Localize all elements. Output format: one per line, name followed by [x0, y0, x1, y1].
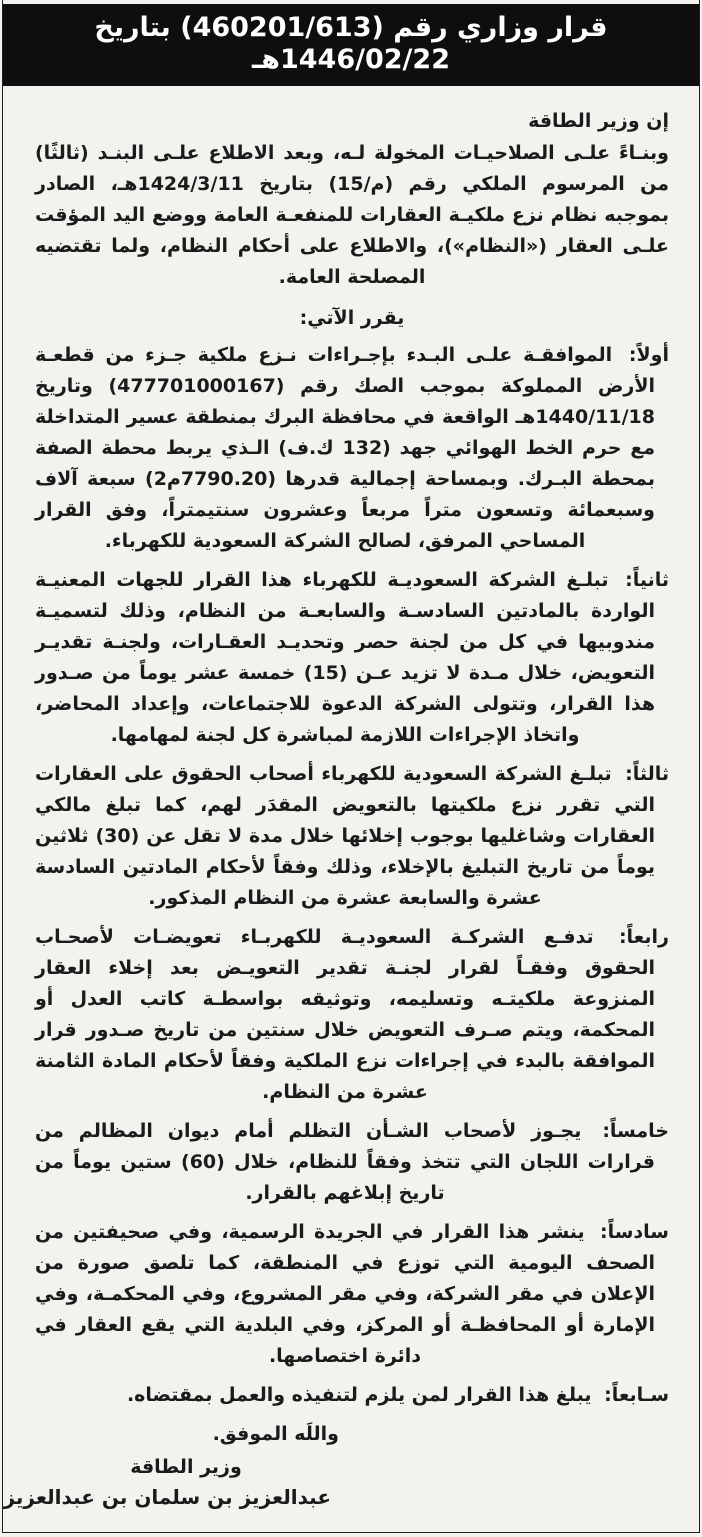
decision-title: قرار وزاري رقم (460201/613) بتاريخ 1446/02/22هـ [94, 12, 608, 75]
minister-title: وزير الطاقة [130, 1456, 242, 1478]
item-6-text: ينشر هذا القرار في الجريدة الرسمية، وفي صحيفتين من الصحف اليومية التي توزع في المنطقة، كما تلصق صورة من الإعلان في مقر الشركة، وفي مقر المشروع، وفي المحكمـة، وفي الإمارة أو المحافظـة أو المركز، وفي البلدية التي يقع العقار في دائرة اختصاصها. [35, 1221, 655, 1367]
decision-body [3, 86, 699, 1532]
item-2-label: ثانياً: [625, 569, 669, 591]
item-5-label: خامساً: [602, 1120, 669, 1142]
closing-dua: واللَه الموفق. [212, 1423, 339, 1445]
decision-item-1 [35, 340, 669, 557]
item-2-text: تبلـغ الشركة السعوديـة للكهرباء هذا القرار للجهات المعنيـة الواردة بالمادتين السادسـة والسابعـة من النظام، وذلك لتسميـة مندوبيها في كل من لجنة حصر وتحديـد العقـارات، ولجنـة تقديـر التعويض، خلال مـدة لا تزيد عـن (15) خمسة عشر يوماً من صـدور هذا القرار، وتتولى الشركة الدعوة للاجتماعات، وإعداد المحاضر، واتخاذ الإجراءات اللازمة لمباشرة كل لجنة لمهامها. [35, 569, 655, 746]
item-5-text: يجـوز لأصحاب الشـأن التظلم أمام ديوان المظالم من قرارات اللجان التي تتخذ وفقاً للنظام، خلال (60) ستين يوماً من تاريخ إبلاغهم بالقرار. [35, 1120, 655, 1204]
decision-item-2 [35, 565, 669, 751]
decision-header-bar [3, 4, 699, 86]
decision-item-6 [35, 1217, 669, 1372]
item-1-label: أولاً: [628, 344, 669, 366]
decree-intro: يقرر الآتي: [299, 307, 405, 329]
gazette-page [2, 0, 700, 1533]
item-3-text: تبلـغ الشركة السعودية للكهرباء أصحاب الحقوق على العقارات التي تقرر نزع ملكيتها بالتعويض المقدَر لهم، كما تبلغ مالكي العقارات وشاغليها بوجوب إخلائها خلال مدة لا تقل عن (30) ثلاثين يوماً من تاريخ التبليغ بالإخلاء، وذلك وفقاً لأحكام المادتين السادسة عشرة والسابعة عشرة من النظام المذكور. [35, 763, 655, 909]
item-6-label: سادساً: [600, 1221, 669, 1243]
decision-item-7 [35, 1380, 669, 1411]
salutation: إن وزير الطاقة [528, 110, 669, 132]
signature-block [3, 1452, 331, 1512]
item-4-label: رابعاً: [618, 926, 669, 948]
item-3-label: ثالثاً: [625, 763, 669, 785]
preamble-text: وبنـاءً علـى الصلاحيـات المخولة لـه، وبعد الاطلاع علـى البنـد (ثالثًا) من المرسوم الملكي رقم (م/15) بتاريخ 1424/3/11هـ، الصادر بموجبه نظام نزع ملكيـة العقارات للمنفعـة العامة ووضع اليد المؤقت علـى العقار («النظام»)، والاطلاع على أحكام النظام، ولما تقتضيه المصلحة العامة. [35, 142, 669, 288]
item-4-text: تدفـع الشركـة السعوديـة للكهربـاء تعويضـات لأصحـاب الحقوق وفقـاً لقرار لجنـة تقدير التعويـض بعد إخلاء العقار المنزوعة ملكيتـه وتسليمه، وتوثيقه بواسطـة كاتب العدل أو المحكمة، ويتم صـرف التعويض خلال سنتين من تاريخ صـدور قرار الموافقة بالبدء في إجراءات نزع الملكية وفقاً لأحكام المادة الثامنة عشرة من النظام. [35, 926, 655, 1103]
minister-name: عبدالعزيز بن سلمان بن عبدالعزيز [3, 1485, 331, 1509]
item-7-text: يبلغ هذا القرار لمن يلزم لتنفيذه والعمل بمقتضاه. [126, 1384, 592, 1406]
decision-item-5 [35, 1116, 669, 1209]
decision-item-4 [35, 922, 669, 1108]
item-1-text: الموافقـة علـى البـدء بإجـراءات نـزع ملكية جـزء من قطعـة الأرض المملوكة بموجب الصك رقم (477701000167) وتاريخ 1440/11/18هـ الواقعة في محافظة البرك بمنطقة عسير المتداخلة مع حرم الخط الهوائي جهد (132 ك.ف) الـذي يربط محطة الصفة بمحطة البـرك. وبمساحة إجمالية قدرها (7790.20م2) سبعة آلاف وسبعمائة وتسعون متراً مربعاً وعشرون سنتيمتراً، وفق القرار المساحي المرفق، لصالح الشركة السعودية للكهرباء. [35, 344, 655, 552]
decision-item-3 [35, 759, 669, 914]
item-7-label: سـابعاً: [604, 1384, 669, 1406]
